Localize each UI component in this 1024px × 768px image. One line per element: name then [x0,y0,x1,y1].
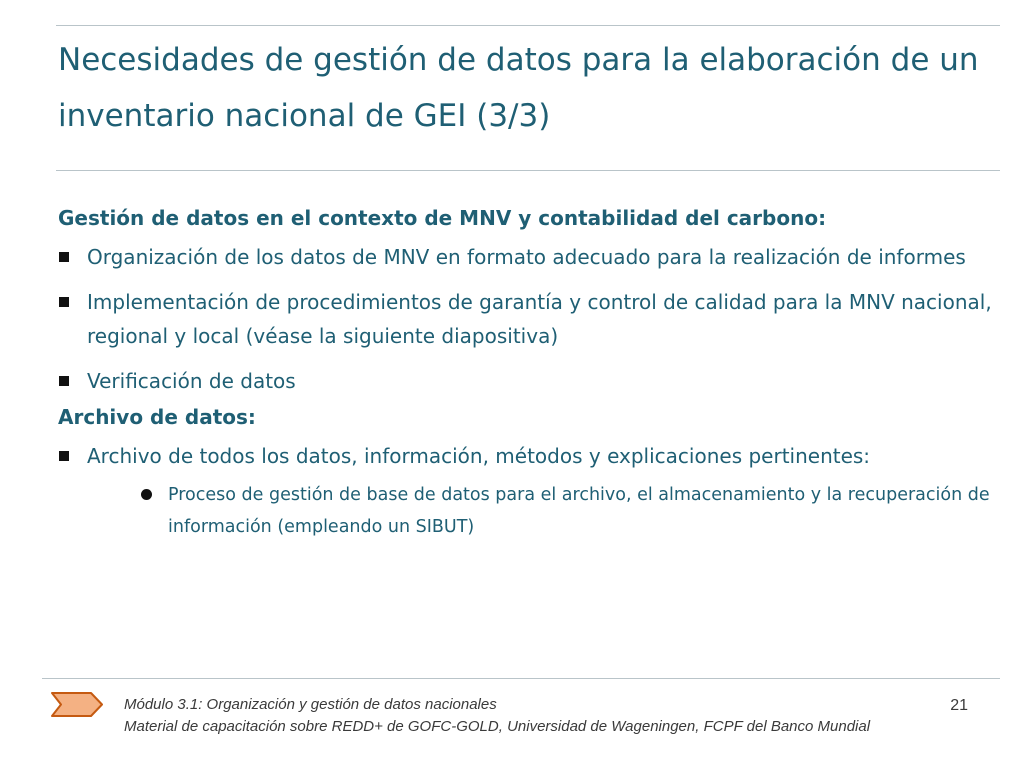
dot-bullet-icon [141,489,152,500]
footer-credits-line: Material de capacitación sobre REDD+ de GOFC-GOLD, Universidad de Wageningen, FCPF del Banco Mundial [124,718,871,735]
list-item [58,479,998,543]
chevron-arrow-icon [51,692,103,717]
bullet-text: Archivo de todos los datos, información, métodos y explicaciones pertinentes: [87,444,871,468]
bullet-text: Organización de los datos de MNV en formato adecuado para la realización de informes [87,245,966,269]
slide-title: Necesidades de gestión de datos para la elaboración de un inventario nacional de GEI (3/3) [58,42,979,134]
square-bullet-icon [59,252,69,262]
list-item [58,240,998,274]
footer-module-line: Módulo 3.1: Organización y gestión de datos nacionales [124,696,497,713]
list-item [58,364,998,398]
bullet-text: Implementación de procedimientos de garantía y control de calidad para la MNV nacional, regional y local (véase la siguiente diapositiva) [87,290,992,348]
square-bullet-icon [59,297,69,307]
archive-sub-list [58,479,998,543]
bullet-text: Verificación de datos [87,369,296,393]
sub-bullet-text: Proceso de gestión de base de datos para el archivo, el almacenamiento y la recuperación de información (empleando un SIBUT) [168,485,990,537]
list-item [58,285,998,353]
top-rule [56,25,1000,26]
section-heading-mnv: Gestión de datos en el contexto de MNV y contabilidad del carbono: [58,206,827,230]
title-bottom-rule [56,170,1000,171]
page-number: 21 [950,697,968,714]
section-heading-archive: Archivo de datos: [58,405,256,429]
square-bullet-icon [59,451,69,461]
slide-content [58,202,998,555]
footer-text [124,694,944,738]
square-bullet-icon [59,376,69,386]
list-item [58,439,998,473]
footer-rule [42,678,1000,679]
mnv-bullet-list [58,240,998,398]
archive-bullet-list [58,439,998,473]
